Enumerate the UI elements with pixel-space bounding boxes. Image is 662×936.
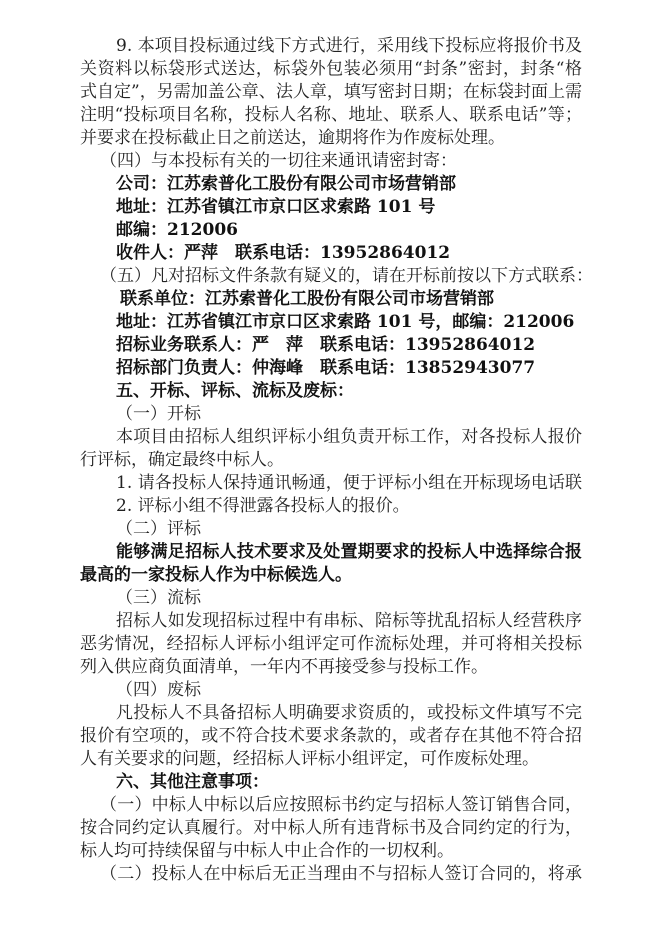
paragraph-line: 行评标，确定最终中标人。	[80, 450, 284, 470]
subsection-heading: （三）流标	[116, 588, 201, 608]
section-heading: 五、开标、评标、流标及废标：	[116, 381, 354, 401]
paragraph-line-bold: 能够满足招标人技术要求及处置期要求的投标人中选择综合报	[116, 542, 582, 562]
paragraph-line: （一）中标人中标以后应按照标书约定与招标人签订销售合同，	[100, 795, 582, 815]
paragraph-line: 招标人如发现招标过程中有串标、陪标等扰乱招标人经营秩序	[116, 611, 582, 631]
paragraph-line: 并要求在投标截止日之前送达，逾期将作为作废标处理。	[80, 128, 505, 148]
department-head-line: 招标部门负责人：仲海峰 联系电话：13852943077	[116, 358, 536, 378]
address-line: 地址：江苏省镇江市京口区求索路 101 号	[116, 197, 436, 217]
paragraph-line: 人有关要求的问题，经招标人评标小组评定，可作废标处理。	[80, 749, 539, 769]
contact-unit-line: 联系单位：江苏索普化工股份有限公司市场营销部	[120, 289, 494, 309]
paragraph-line: 按合同约定认真履行。对中标人所有违背标书及合同约定的行为，	[80, 818, 582, 838]
postcode-line: 邮编：212006	[116, 220, 238, 240]
subsection-heading: （一）开标	[116, 404, 201, 424]
paragraph-line-bold: 最高的一家投标人作为中标候选人。	[80, 565, 352, 585]
paragraph-line: 2. 评标小组不得泄露各投标人的报价。	[116, 496, 410, 516]
company-line: 公司：江苏索普化工股份有限公司市场营销部	[116, 174, 456, 194]
paragraph-line: 9. 本项目投标通过线下方式进行，采用线下投标应将报价书及	[116, 36, 582, 56]
paragraph-line: 注明“投标项目名称，投标人名称、地址、联系人、联系电话”等；	[80, 105, 582, 125]
paragraph-line: 凡投标人不具备招标人明确要求资质的，或投标文件填写不完	[116, 703, 582, 723]
subsection-heading: （四）废标	[116, 680, 201, 700]
section-heading: 六、其他注意事项：	[116, 772, 269, 792]
section-heading: （五）凡对招标文件条款有疑义的，请在开标前按以下方式联系：	[100, 266, 593, 286]
paragraph-line: 1. 请各投标人保持通讯畅通，便于评标小组在开标现场电话联	[116, 473, 582, 493]
paragraph-line: 恶劣情况，经招标人评标小组评定可作流标处理，并可将相关投标	[80, 634, 582, 654]
paragraph-line: 本项目由招标人组织评标小组负责开标工作，对各投标人报价	[116, 427, 582, 447]
paragraph-line: 报价有空项的，或不符合技术要求条款的，或者存在其他不符合招	[80, 726, 582, 746]
paragraph-line: 式自定”，另需加盖公章、法人章，填写密封日期；在标袋封面上需	[80, 82, 582, 102]
paragraph-line: 标人均可持续保留与中标人中止合作的一切权利。	[80, 841, 454, 861]
business-contact-line: 招标业务联系人：严 萍 联系电话：13952864012	[116, 335, 536, 355]
subsection-heading: （二）评标	[116, 519, 201, 539]
section-heading: （四）与本投标有关的一切往来通讯请密封寄：	[100, 151, 457, 171]
address-line: 地址：江苏省镇江市京口区求索路 101 号，邮编：212006	[116, 312, 575, 332]
paragraph-line: （二）投标人在中标后无正当理由不与招标人签订合同的，将承	[100, 864, 582, 884]
recipient-line: 收件人：严萍 联系电话：13952864012	[116, 243, 451, 263]
paragraph-line: 关资料以标袋形式送达，标袋外包装必须用“封条”密封，封条“格	[80, 59, 582, 79]
paragraph-line: 列入供应商负面清单，一年内不再接受参与投标工作。	[80, 657, 488, 677]
